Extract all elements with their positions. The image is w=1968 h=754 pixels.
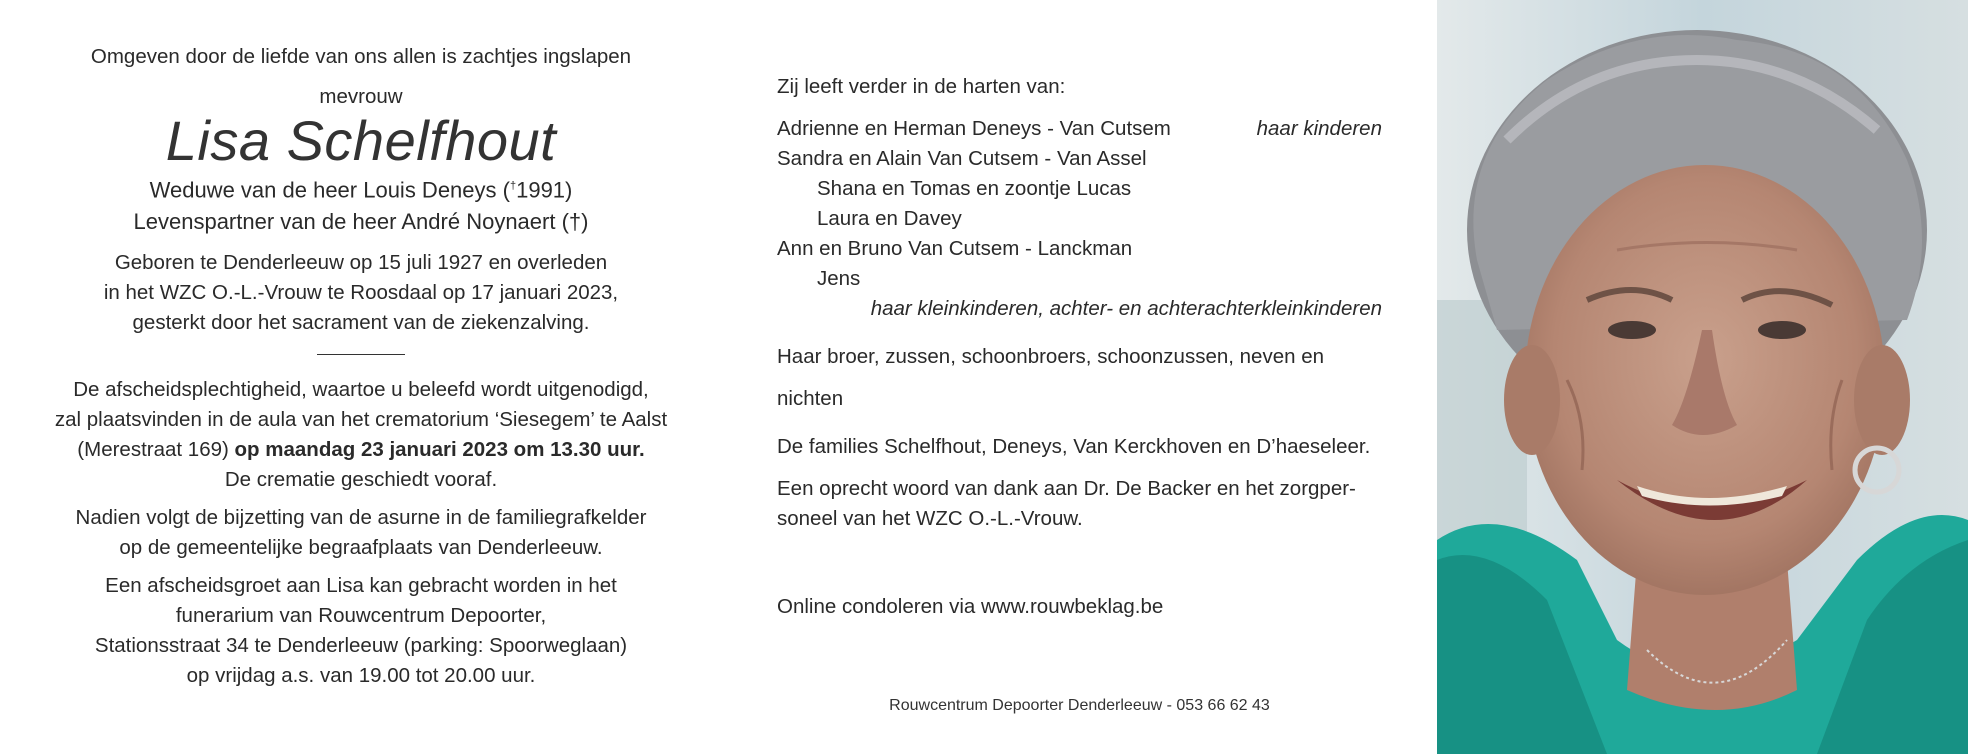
siblings-line: nichten [777, 387, 844, 410]
thanks-text [777, 474, 1382, 534]
ceremony-line: De afscheidsplechtigheid, waartoe u beleefd wordt uitgenodigd, [73, 378, 649, 402]
family-list [777, 114, 1382, 324]
birth-line: gesterkt door het sacrament van de ziekenzalving. [132, 311, 590, 335]
family-line: Jens [817, 267, 861, 290]
birth-line: Geboren te Denderleeuw op 15 juli 1927 en overleden [114, 251, 608, 275]
family-line: Sandra en Alain Van Cutsem - Van Assel [777, 147, 1147, 170]
intro-text: Omgeven door de liefde van ons allen is zachtjes ingslapen [90, 45, 632, 68]
deceased-name: Lisa Schelfhout [165, 109, 557, 172]
spouse-line-2: Levenspartner van de heer André Noynaert (†) [133, 209, 589, 235]
funeral-home-footer: Rouwcentrum Depoorter Denderleeuw - 053 66 62 43 [889, 697, 1270, 714]
thanks-line: Een oprecht woord van dank aan Dr. De Backer en het zorgper- [777, 477, 1356, 500]
family-line: Shana en Tomas en zoontje Lucas [817, 177, 1132, 200]
siblings-text [777, 336, 1382, 420]
divider [317, 354, 405, 355]
obituary-right-column [777, 72, 1382, 622]
birth-line: in het WZC O.-L.-Vrouw te Roosdaal op 17 januari 2023, [103, 281, 619, 305]
farewell-line: funerarium van Rouwcentrum Depoorter, [175, 604, 547, 628]
farewell-line: Een afscheidsgroet aan Lisa kan gebracht worden in het [105, 574, 617, 598]
burial-line: Nadien volgt de bijzetting van de asurne in de familiegrafkelder [75, 506, 647, 530]
family-line: Adrienne en Herman Deneys - Van Cutsem haar kinderen [777, 114, 1382, 144]
role-children: haar kinderen [1256, 117, 1382, 140]
ceremony-line: zal plaatsvinden in de aula van het crematorium ‘Siesegem’ te Aalst [54, 408, 668, 432]
ceremony-line: (Merestraat 169) op maandag 23 januari 2023 om 13.30 uur. [77, 438, 645, 462]
farewell-line: op vrijdag a.s. van 19.00 tot 20.00 uur. [186, 664, 536, 688]
title-prefix: mevrouw [319, 85, 403, 108]
families-text: De families Schelfhout, Deneys, Van Kerckhoven en D’haeseleer. [777, 435, 1371, 458]
farewell-details [20, 571, 702, 691]
ceremony-details [20, 375, 702, 495]
obituary-left-column [20, 38, 702, 691]
burial-line: op de gemeentelijke begraafplaats van Denderleeuw. [119, 536, 603, 560]
portrait-photo [1437, 0, 1968, 754]
family-heading: Zij leeft verder in de harten van: [777, 75, 1066, 98]
burial-details [20, 503, 702, 563]
role-grandchildren: haar kleinkinderen, achter- en achterachterkleinkinderen [870, 297, 1382, 320]
farewell-line: Stationsstraat 34 te Denderleeuw (parking: Spoorweglaan) [94, 634, 628, 658]
family-line: Laura en Davey [817, 207, 962, 230]
siblings-line: Haar broer, zussen, schoonbroers, schoonzussen, neven en [777, 345, 1324, 368]
thanks-line: soneel van het WZC O.-L.-Vrouw. [777, 507, 1083, 530]
spouse-line-1: Weduwe van de heer Louis Deneys (†1991) [149, 177, 573, 203]
ceremony-date: op maandag 23 januari 2023 om 13.30 uur. [234, 438, 645, 462]
birth-death-details [20, 248, 702, 338]
ceremony-line: De crematie geschiedt vooraf. [224, 468, 498, 492]
online-condolence-text: Online condoleren via www.rouwbeklag.be [777, 595, 1164, 618]
portrait-illustration [1437, 0, 1968, 754]
family-line: Ann en Bruno Van Cutsem - Lanckman [777, 237, 1133, 260]
